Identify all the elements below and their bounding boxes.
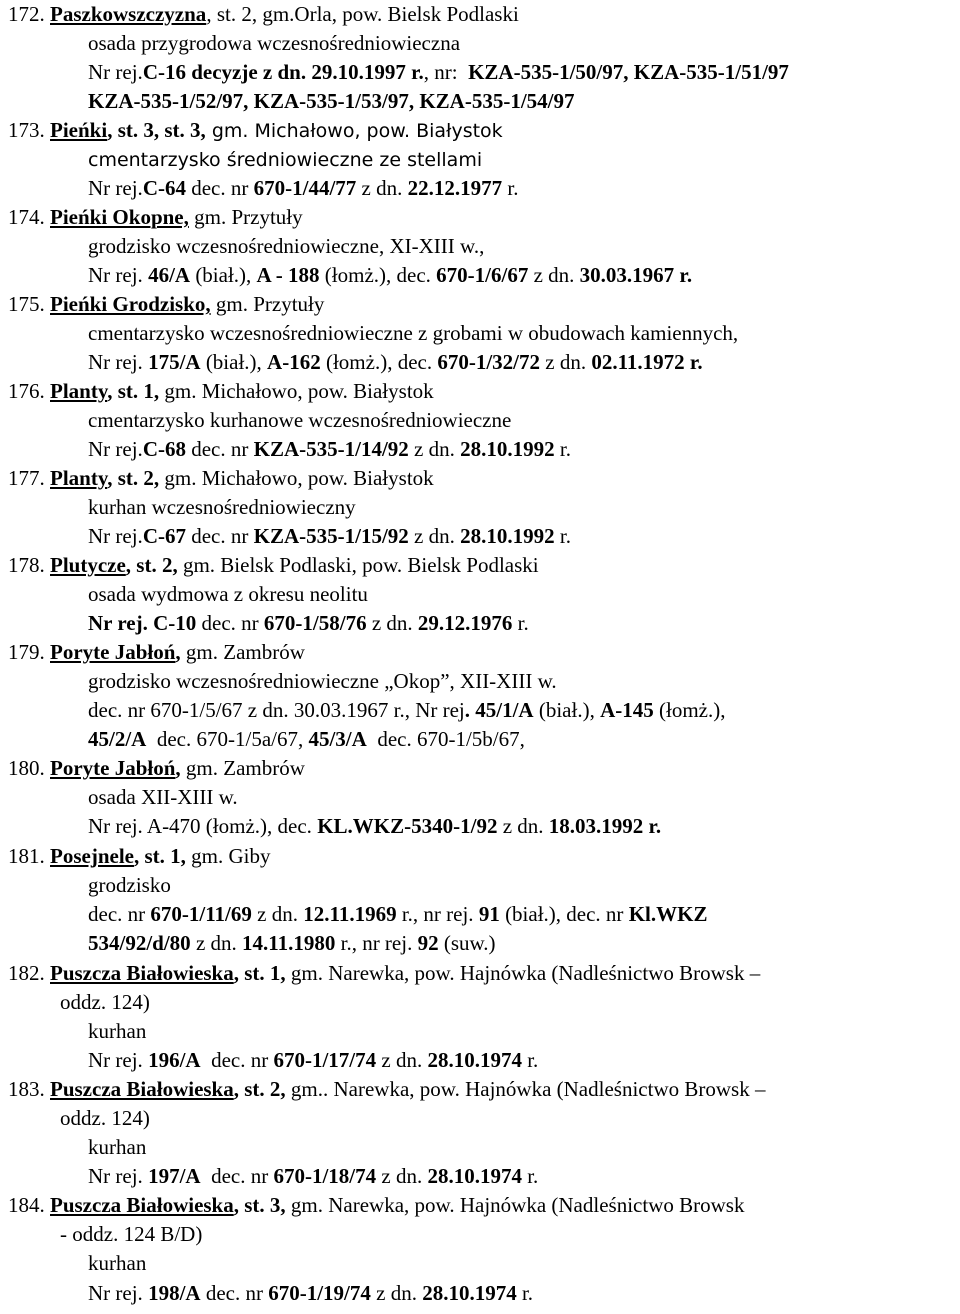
text-run: 175/A — [148, 350, 201, 374]
text-run: 22.12.1977 — [407, 176, 503, 200]
text-run: z dn. — [408, 437, 461, 461]
text-run: (suw.) — [438, 931, 496, 955]
text-run: 91 — [478, 902, 500, 926]
text-run: z dn. — [366, 611, 418, 635]
text-run: r., nr rej. — [335, 931, 418, 955]
text-run: , — [175, 756, 181, 780]
text-run: Pieńki Grodzisko, — [50, 292, 211, 316]
text-run: Nr rej. — [88, 60, 143, 84]
text-line — [8, 0, 519, 29]
text-run: 197/A — [148, 1164, 201, 1188]
text-line — [88, 348, 703, 377]
text-run: dec. nr — [185, 437, 254, 461]
text-line — [88, 1162, 538, 1191]
text-run: z dn. — [190, 931, 243, 955]
text-run: gm. Giby — [185, 844, 271, 868]
text-run: 670-1/44/77 — [253, 176, 357, 200]
text-run: gm. Narewka, pow. Hajnówka (Nadleśnictwo Browsk – — [285, 961, 761, 985]
text-line — [88, 725, 525, 754]
text-run: cmentarzysko średniowieczne ze stellami — [88, 149, 483, 171]
text-run: r. — [521, 1048, 539, 1072]
text-run: z dn. — [356, 176, 408, 200]
text-run: 174. — [8, 205, 50, 229]
text-run: , — [175, 640, 181, 664]
text-run: 30.03.1967 r. — [579, 263, 693, 287]
text-run: 670-1/19/74 — [268, 1281, 371, 1305]
text-run: r., nr rej. — [396, 902, 479, 926]
text-run: kurhan — [88, 1251, 147, 1275]
text-line — [88, 1133, 146, 1162]
text-run: Puszcza Białowieska — [50, 961, 234, 985]
text-run: Paszkowszczyzna — [50, 2, 207, 26]
text-run: dec. nr — [200, 1048, 274, 1072]
text-run: 670-1/11/69 — [150, 902, 252, 926]
text-run: kurhan — [88, 1135, 147, 1159]
text-run: C-16 decyzje z dn. 29.10.1997 r. — [142, 60, 424, 84]
text-run: osada wydmowa z okresu neolitu — [88, 582, 368, 606]
text-run: r. — [554, 437, 571, 461]
text-run: , st. 2, — [107, 466, 160, 490]
text-run: 177. — [8, 466, 50, 490]
text-run: 28.10.1974 — [427, 1164, 522, 1188]
text-run: r. — [554, 524, 571, 548]
text-run: A - 188 — [256, 263, 320, 287]
text-line — [88, 929, 496, 958]
text-run: gm. Narewka, pow. Hajnówka (Nadleśnictwo Browsk — [285, 1193, 745, 1217]
text-run: grodzisko — [88, 873, 171, 897]
text-run: Kl.WKZ — [628, 902, 708, 926]
text-run: grodzisko wczesnośredniowieczne, XI-XIII w., — [88, 234, 485, 258]
text-run: 184. — [8, 1193, 50, 1217]
text-run: Pieńki Okopne, — [50, 205, 189, 229]
text-line — [88, 493, 356, 522]
text-run: , st. 2, — [233, 1077, 286, 1101]
text-run: Poryte Jabłoń — [50, 640, 176, 664]
text-run: Nr rej. C-10 — [88, 611, 197, 635]
text-run: z dn. — [376, 1164, 428, 1188]
text-line — [88, 609, 529, 638]
text-run: 12.11.1969 — [303, 902, 397, 926]
text-run: KZA-535-1/15/92 — [253, 524, 409, 548]
text-run: 179. — [8, 640, 50, 664]
text-run: , st. 1, — [233, 961, 286, 985]
text-run: Pieńki — [50, 118, 108, 142]
text-run: , st. 3, st. 3, — [107, 118, 206, 142]
text-run: 14.11.1980 — [242, 931, 336, 955]
text-run: (biał.), — [200, 350, 268, 374]
text-run: 181. — [8, 844, 50, 868]
text-run: gm. Michałowo, pow. Białystok — [205, 120, 503, 142]
text-run: gm. Bielsk Podlaski, pow. Bielsk Podlaski — [177, 553, 539, 577]
text-run: grodzisko wczesnośredniowieczne „Okop”, XII-XIII w. — [88, 669, 557, 693]
text-run: 28.10.1974 — [427, 1048, 522, 1072]
text-line — [88, 29, 460, 58]
text-run: 183. — [8, 1077, 50, 1101]
text-line — [88, 812, 661, 841]
text-line — [88, 232, 484, 261]
text-run: Nr rej. — [88, 437, 143, 461]
text-run: , st. 1, — [133, 844, 186, 868]
text-line — [8, 754, 305, 783]
text-run: , nr: — [423, 60, 469, 84]
text-run: z dn. — [251, 902, 304, 926]
text-run: Puszcza Białowieska — [50, 1193, 234, 1217]
text-run: cmentarzysko wczesnośredniowieczne z grobami w obudowach kamiennych, — [88, 321, 739, 345]
text-run: dec. nr — [196, 611, 264, 635]
text-run: z dn. — [540, 350, 592, 374]
text-line — [88, 871, 171, 900]
text-run: 670-1/6/67 — [436, 263, 529, 287]
text-run: . 45/1/A — [464, 698, 534, 722]
text-run: Nr rej. — [88, 263, 149, 287]
text-line — [88, 406, 511, 435]
text-run: Nr rej. — [88, 176, 143, 200]
text-run: 29.12.1976 — [417, 611, 513, 635]
text-run: A-162 — [267, 350, 321, 374]
text-run: KZA-535-1/14/92 — [253, 437, 409, 461]
text-line — [88, 522, 571, 551]
text-line — [88, 900, 707, 929]
text-run: Nr rej. — [88, 350, 149, 374]
text-run: C-67 — [142, 524, 186, 548]
text-run: dec. nr — [200, 1281, 269, 1305]
text-run: KZA-535-1/50/97, KZA-535-1/51/97 — [468, 60, 789, 84]
text-run: gm. Przytuły — [188, 205, 303, 229]
text-line — [88, 580, 368, 609]
text-run: gm. Zambrów — [180, 640, 305, 664]
text-run: oddz. 124) — [60, 990, 150, 1014]
text-run: z dn. — [528, 263, 580, 287]
text-run: 28.10.1992 — [460, 524, 555, 548]
text-run: osada przygrodowa wczesnośredniowieczna — [88, 31, 461, 55]
text-line — [88, 435, 571, 464]
text-run: Plutycze — [50, 553, 126, 577]
text-run: (biał.), — [190, 263, 257, 287]
text-run: kurhan — [88, 1019, 147, 1043]
text-run: gm. Zambrów — [180, 756, 305, 780]
text-run: r. — [516, 1281, 534, 1305]
text-line — [88, 667, 557, 696]
text-run: (łomż.), dec. — [319, 263, 437, 287]
text-run: 178. — [8, 553, 50, 577]
text-line — [88, 87, 575, 116]
text-run: r. — [512, 611, 529, 635]
text-line — [88, 145, 482, 174]
text-line — [88, 1279, 533, 1308]
text-run: , st. 1, — [107, 379, 160, 403]
text-run: gm. Michałowo, pow. Białystok — [159, 379, 434, 403]
text-run: Nr rej. — [88, 1164, 149, 1188]
text-line — [88, 1046, 538, 1075]
text-line — [8, 1191, 744, 1220]
text-run: 198/A — [148, 1281, 201, 1305]
text-run: dec. 670-1/5a/67, — [146, 727, 309, 751]
text-run: 196/A — [148, 1048, 201, 1072]
text-run: 670-1/58/76 — [263, 611, 367, 635]
text-run: dec. nr 670-1/5/67 z dn. 30.03.1967 r., Nr rej — [88, 698, 465, 722]
text-run: 534/92/d/80 — [88, 931, 191, 955]
text-run: dec. nr — [185, 176, 254, 200]
text-run: z dn. — [370, 1281, 423, 1305]
text-run: A-145 — [600, 698, 654, 722]
text-run: (biał.), dec. nr — [499, 902, 629, 926]
text-run: Planty — [50, 466, 108, 490]
text-run: 02.11.1972 r. — [591, 350, 703, 374]
text-run: r. — [502, 176, 519, 200]
text-line — [88, 1249, 146, 1278]
text-run: osada XII-XIII w. — [88, 785, 238, 809]
text-run: gm. Przytuły — [210, 292, 325, 316]
text-run: , st. 2, gm.Orla, pow. Bielsk Podlaski — [206, 2, 519, 26]
text-line — [88, 1017, 146, 1046]
text-run: 172. — [8, 2, 50, 26]
text-line — [88, 783, 238, 812]
text-run: Posejnele — [50, 844, 134, 868]
text-line — [8, 638, 305, 667]
text-run: 670-1/17/74 — [273, 1048, 377, 1072]
text-line — [88, 58, 789, 87]
text-run: Puszcza Białowieska — [50, 1077, 234, 1101]
text-run: 28.10.1974 — [422, 1281, 517, 1305]
text-line — [88, 174, 518, 203]
text-run: oddz. 124) — [60, 1106, 150, 1130]
text-run: (łomż.), — [653, 698, 726, 722]
text-run: 176. — [8, 379, 50, 403]
text-line — [8, 203, 303, 232]
text-run: 28.10.1992 — [460, 437, 555, 461]
text-run: 670-1/32/72 — [437, 350, 541, 374]
text-run: z dn. — [497, 814, 549, 838]
text-line — [8, 551, 539, 580]
text-run: Poryte Jabłoń — [50, 756, 176, 780]
text-line — [8, 842, 271, 871]
text-run: cmentarzysko kurhanowe wczesnośredniowieczne — [88, 408, 512, 432]
text-run: Planty — [50, 379, 108, 403]
text-run: gm. Michałowo, pow. Białystok — [159, 466, 434, 490]
text-line — [8, 959, 760, 988]
text-run: 670-1/18/74 — [273, 1164, 377, 1188]
text-line — [88, 261, 692, 290]
text-run: , st. 2, — [125, 553, 178, 577]
text-run: - oddz. 124 B/D) — [60, 1222, 203, 1246]
text-line — [8, 116, 503, 145]
text-run: 175. — [8, 292, 50, 316]
text-line — [8, 290, 324, 319]
text-run: C-64 — [142, 176, 186, 200]
text-line — [88, 696, 726, 725]
text-run: z dn. — [376, 1048, 428, 1072]
text-run: Nr rej. — [88, 1281, 149, 1305]
text-run: kurhan wczesnośredniowieczny — [88, 495, 356, 519]
text-run: gm.. Narewka, pow. Hajnówka (Nadleśnictwo Browsk – — [285, 1077, 766, 1101]
text-run: 92 — [417, 931, 439, 955]
text-run: Nr rej. — [88, 524, 143, 548]
text-line — [60, 1220, 202, 1249]
text-line — [8, 464, 434, 493]
text-line — [60, 1104, 150, 1133]
text-run: (biał.), — [533, 698, 601, 722]
text-run: Nr rej. A-470 (łomż.), dec. — [88, 814, 318, 838]
text-line — [88, 319, 738, 348]
text-run: 18.03.1992 r. — [548, 814, 662, 838]
text-run: dec. nr — [185, 524, 254, 548]
text-run: KZA-535-1/52/97, KZA-535-1/53/97, KZA-535-1/54/97 — [88, 89, 575, 113]
text-run: 180. — [8, 756, 50, 780]
text-run: KL.WKZ-5340-1/92 — [317, 814, 498, 838]
text-run: 45/2/A — [88, 727, 147, 751]
text-run: dec. 670-1/5b/67, — [366, 727, 525, 751]
text-run: 46/A — [148, 263, 191, 287]
text-run: C-68 — [142, 437, 186, 461]
text-run: r. — [521, 1164, 539, 1188]
text-run: dec. nr — [88, 902, 151, 926]
text-run: dec. nr — [200, 1164, 274, 1188]
text-run: z dn. — [408, 524, 461, 548]
text-line — [8, 1075, 765, 1104]
text-run: 182. — [8, 961, 50, 985]
text-line — [60, 988, 150, 1017]
text-run: (łomż.), dec. — [320, 350, 438, 374]
text-run: 173. — [8, 118, 50, 142]
text-run: 45/3/A — [308, 727, 367, 751]
text-run: , st. 3, — [233, 1193, 286, 1217]
text-line — [8, 377, 434, 406]
text-run: Nr rej. — [88, 1048, 149, 1072]
